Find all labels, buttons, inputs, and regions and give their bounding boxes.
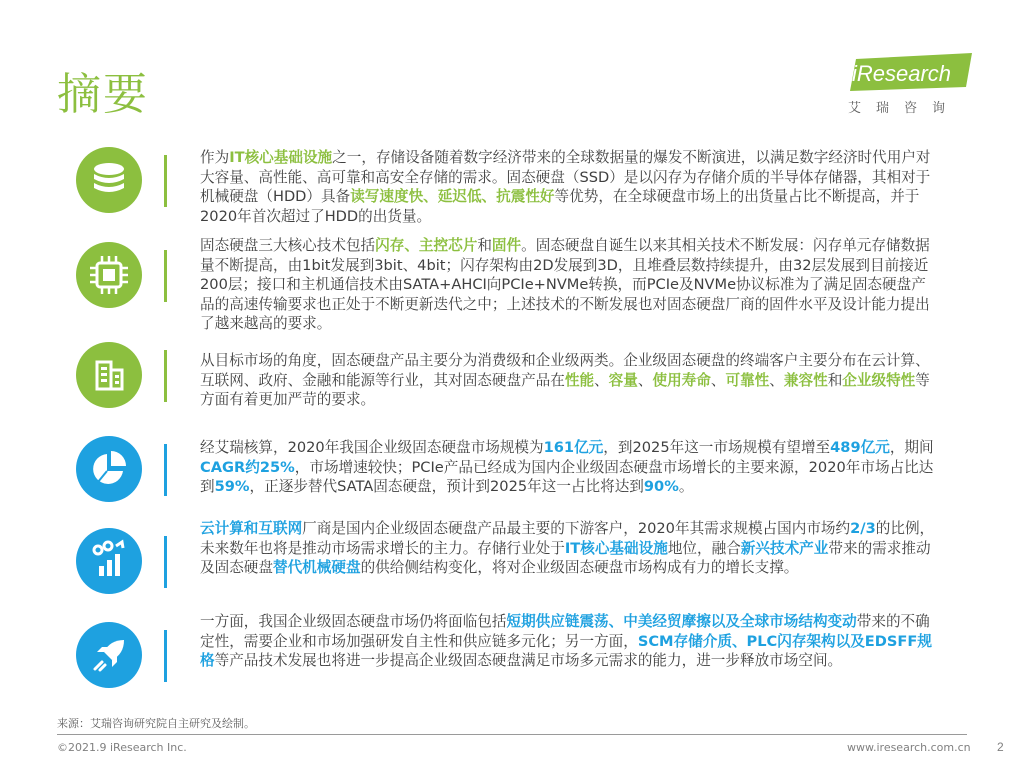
growth-chart-icon [76, 528, 142, 594]
body-text: 经艾瑞核算，2020年我国企业级固态硬盘市场规模为 [200, 439, 544, 456]
row-divider [164, 536, 167, 588]
summary-paragraph-6 [200, 612, 936, 671]
body-text: 的比例，未来数年也将是推动市场需求增长的主力。存储行业处于 [200, 520, 935, 557]
rocket-icon [76, 622, 142, 688]
body-text: ，正逐步替代SATA固态硬盘，预计到2025年这一占比将达到 [249, 478, 644, 495]
highlight-text: 161亿元 [543, 439, 604, 456]
source-note: 来源：艾瑞咨询研究院自主研究及绘制。 [57, 717, 255, 730]
highlight-text: IT核心基础设施 [229, 149, 333, 166]
summary-paragraph-3 [200, 351, 936, 410]
footer-divider [57, 734, 967, 735]
body-text: 和 [477, 237, 492, 254]
iresearch-wordmark [846, 53, 972, 91]
highlight-text: 容量 [608, 371, 638, 389]
highlight-text: 使用寿命 [652, 371, 711, 389]
body-text: 带来的需求推动及固态硬盘 [200, 539, 931, 576]
highlight-text: 2/3 [850, 520, 876, 537]
row-divider [164, 350, 167, 402]
database-icon [76, 147, 142, 213]
body-text: 从目标市场的角度，固态硬盘产品主要分为消费级和企业级两类。企业级固态硬盘的终端客户主要分布在云计算、互联网、政府、金融和能源等行业，其对固态硬盘产品在 [200, 352, 930, 389]
highlight-text: 企业级特性 [842, 371, 916, 389]
highlight-text: 可靠性 [725, 371, 770, 389]
iresearch-logo [846, 53, 976, 119]
summary-paragraph-1 [200, 148, 936, 226]
highlight-text: 兼容性 [783, 371, 828, 389]
body-text: 带来的不确定性，需要企业和市场加强研发自主性和供应链多元化；另一方面， [200, 613, 930, 650]
body-text: 之一，存储设备随着数字经济带来的全球数据量的爆发不断演进，以满足数字经济时代用户对大容量、高性能、高可靠和高安全存储的需求。固态硬盘（SSD）是以闪存为存储介质的半导体存储器，其相对于机械硬盘（HDD）具备 [200, 149, 931, 205]
row-divider [164, 250, 167, 302]
chip-icon [76, 242, 142, 308]
body-text: 等方面有着更加严苛的要求。 [200, 371, 930, 408]
body-text: ，到2025年这一市场规模有望增至 [603, 439, 831, 456]
pie-chart-icon [76, 436, 142, 502]
highlight-text: 替代机械硬盘 [272, 559, 361, 576]
highlight-text: 489亿元 [830, 439, 890, 456]
body-text: ，市场增速较快；PCIe产品已经成为国内企业级固态硬盘市场增长的主要来源，2020年市场占比达到 [200, 458, 934, 495]
body-text: 、 [637, 371, 653, 389]
row-divider [164, 630, 167, 682]
highlight-text: 性能 [564, 371, 595, 389]
page-title: 摘要 [57, 69, 149, 120]
highlight-text: 90% [643, 478, 679, 495]
page-number: 2 [997, 740, 1004, 754]
website-link[interactable]: www.iresearch.com.cn [847, 741, 971, 754]
highlight-text: 闪存、主控芯片 [375, 237, 478, 254]
body-text: 、 [594, 371, 609, 389]
body-text: 等产品技术发展也将进一步提高企业级固态硬盘满足市场多元需求的能力，进一步释放市场空间。 [214, 652, 843, 669]
body-text: 、 [769, 371, 784, 389]
summary-paragraph-4 [200, 438, 936, 497]
row-divider [164, 444, 167, 496]
body-text: 。固态硬盘自诞生以来其相关技术不断发展：闪存单元存储数据量不断提高，由1bit发展到3bit、4bit；闪存架构由2D发展到3D，且堆叠层数持续提升，由32层发展到目前接近200层；接口和主机通信技术由SATA+AHCI向PCIe+NVMe转换，而PCIe及NVMe协议标准为了满足固态硬盘产品的高速传输要求也正处于不断更新迭代之中；上述技术的不断发展也对固态硬盘厂商的固件水平及设计能力提出了越来越高的要求。 [200, 237, 930, 332]
body-text: 。 [678, 478, 694, 495]
highlight-text: 59% [214, 478, 250, 495]
building-icon [76, 342, 142, 408]
body-text: 地位，融合 [667, 539, 741, 557]
body-text: 固态硬盘三大核心技术包括 [200, 237, 376, 254]
svg-text:iResearch: iResearch [852, 61, 952, 86]
body-text: 和 [827, 371, 843, 389]
body-text: ，期间 [889, 439, 934, 456]
highlight-text: SCM存储介质、PLC闪存架构以及EDSFF规格 [200, 632, 932, 669]
highlight-text: 读写速度快、延迟低、抗震性好 [350, 188, 555, 205]
iresearch-cn-name: 艾瑞咨询 [848, 101, 961, 116]
copyright: ©2021.9 iResearch Inc. [57, 741, 187, 754]
body-text: 厂商是国内企业级固态硬盘产品最主要的下游客户，2020年其需求规模占国内市场约 [302, 520, 851, 537]
summary-paragraph-2 [200, 236, 936, 334]
highlight-text: 云计算和互联网 [200, 520, 303, 537]
body-text: 、 [710, 371, 726, 389]
body-text: 作为 [200, 149, 230, 166]
highlight-text: 短期供应链震荡、中美经贸摩擦以及全球市场结构变动 [506, 613, 857, 630]
body-text: 一方面，我国企业级固态硬盘市场仍将面临包括 [200, 613, 507, 630]
body-text: 等优势，在全球硬盘市场上的出货量占比不断提高，并于2020年首次超过了HDD的出货量。 [200, 188, 920, 225]
row-divider [164, 155, 167, 207]
highlight-text: 新兴技术产业 [740, 539, 829, 557]
body-text: 的供给侧结构变化，将对企业级固态硬盘市场构成有力的增长支撑。 [360, 559, 799, 576]
highlight-text: CAGR约25% [200, 458, 295, 476]
summary-paragraph-5 [200, 519, 936, 578]
highlight-text: 固件 [491, 237, 522, 254]
highlight-text: IT核心基础设施 [564, 539, 668, 557]
